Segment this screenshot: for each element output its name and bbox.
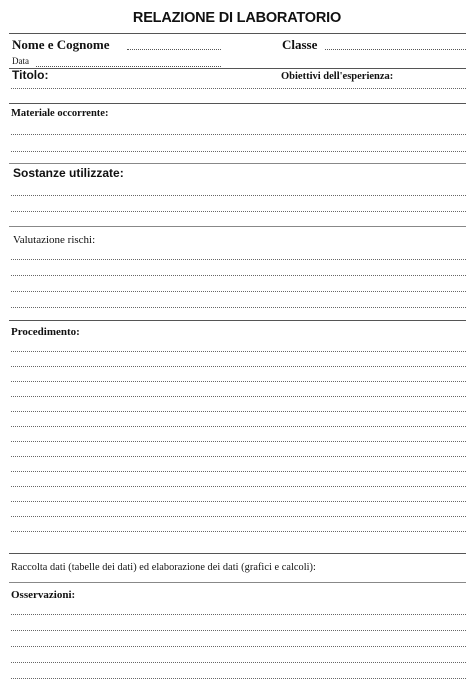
class-label: Classe (282, 37, 318, 52)
writing-line[interactable] (11, 366, 466, 367)
writing-line[interactable] (11, 662, 466, 663)
procedimento-label: Procedimento: (11, 326, 80, 338)
class-field[interactable] (325, 49, 466, 50)
divider (9, 582, 466, 583)
writing-line[interactable] (11, 88, 466, 89)
divider (9, 553, 466, 554)
writing-line[interactable] (11, 381, 466, 382)
writing-line[interactable] (11, 441, 466, 442)
writing-line[interactable] (11, 531, 466, 532)
osservazioni-label: Osservazioni: (11, 589, 76, 601)
writing-line[interactable] (11, 396, 466, 397)
writing-line[interactable] (11, 486, 466, 487)
writing-line[interactable] (11, 471, 466, 472)
header-divider (9, 33, 466, 34)
rischi-label: Valutazione rischi: (13, 234, 96, 246)
divider (9, 103, 466, 104)
writing-line[interactable] (11, 426, 466, 427)
writing-line[interactable] (11, 501, 466, 502)
name-field[interactable] (127, 49, 221, 50)
writing-line[interactable] (11, 351, 466, 352)
divider (9, 226, 466, 227)
sostanze-label: Sostanze utilizzate: (13, 166, 124, 180)
date-label: Data (12, 56, 29, 66)
divider (9, 320, 466, 321)
obiettivi-label: Obiettivi dell'esperienza: (281, 71, 394, 82)
writing-line[interactable] (11, 630, 466, 631)
writing-line[interactable] (11, 456, 466, 457)
divider (9, 163, 466, 164)
raccolta-label: Raccolta dati (tabelle dei dati) ed elaborazione dei dati (grafici e calcoli): (11, 562, 316, 573)
writing-line[interactable] (11, 275, 466, 276)
writing-line[interactable] (11, 151, 466, 152)
name-label: Nome e Cognome (12, 37, 110, 52)
materiale-label: Materiale occorrente: (11, 108, 109, 119)
writing-line[interactable] (11, 646, 466, 647)
writing-line[interactable] (11, 259, 466, 260)
writing-line[interactable] (11, 614, 466, 615)
writing-line[interactable] (11, 516, 466, 517)
writing-line[interactable] (11, 411, 466, 412)
titolo-label: Titolo: (12, 68, 49, 82)
date-field[interactable] (36, 66, 221, 67)
writing-line[interactable] (11, 307, 466, 308)
page-title: RELAZIONE DI LABORATORIO (132, 10, 342, 26)
divider (9, 68, 466, 69)
writing-line[interactable] (11, 211, 466, 212)
writing-line[interactable] (11, 134, 466, 135)
writing-line[interactable] (11, 291, 466, 292)
writing-line[interactable] (11, 195, 466, 196)
writing-line[interactable] (11, 678, 466, 679)
